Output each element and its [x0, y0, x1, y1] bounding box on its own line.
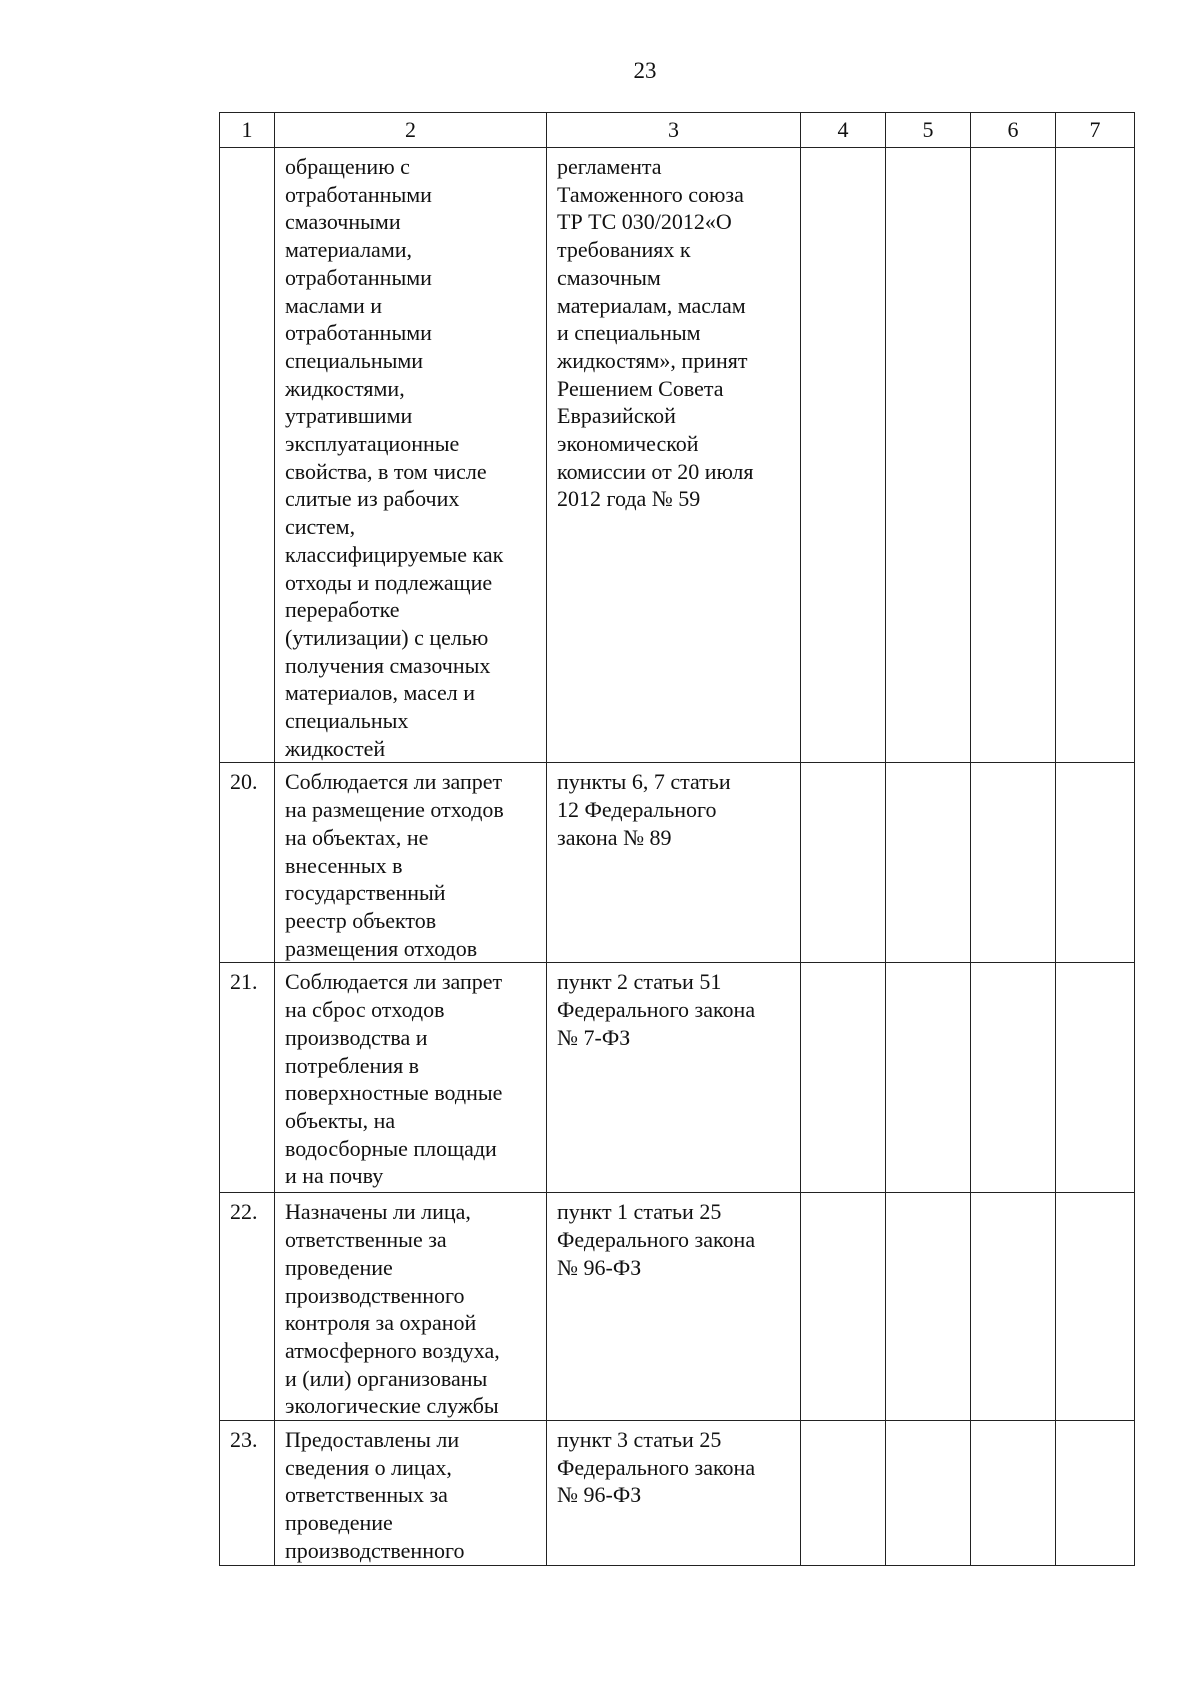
empty-cell-col-4 [801, 763, 886, 963]
question-line: водосборные площади [285, 1135, 497, 1161]
question-line: контроля за охраной [285, 1310, 477, 1336]
empty-cell-col-5 [886, 763, 971, 963]
question-line: классифицируемые как [285, 541, 504, 567]
requirement-question [275, 1421, 547, 1566]
question-line: ответственных за [285, 1482, 448, 1508]
empty-cell-col-4 [801, 1421, 886, 1566]
question-line: Соблюдается ли запрет [285, 969, 503, 995]
reference-line: 12 Федерального [557, 797, 717, 823]
question-line: и (или) организованы [285, 1365, 488, 1391]
question-line: жидкостями, [285, 375, 405, 401]
empty-cell-col-7 [1056, 148, 1135, 763]
empty-cell-col-7 [1056, 1421, 1135, 1566]
empty-cell-col-4 [801, 1193, 886, 1421]
empty-cell-col-7 [1056, 1193, 1135, 1421]
question-line: получения смазочных [285, 652, 491, 678]
legal-reference [547, 1421, 801, 1566]
question-line: экологические службы [285, 1393, 499, 1419]
page-number: 23 [633, 58, 657, 83]
question-line: и на почву [285, 1163, 384, 1189]
reference-line: № 96-ФЗ [557, 1482, 642, 1508]
legal-reference [547, 1193, 801, 1421]
question-line: на объектах, не [285, 824, 429, 850]
table-row [220, 763, 1135, 963]
empty-cell-col-7 [1056, 763, 1135, 963]
reference-line: материалам, маслам [557, 292, 746, 318]
question-line: производства и [285, 1024, 428, 1050]
question-line: объекты, на [285, 1107, 396, 1133]
question-line: отработанными [285, 264, 432, 290]
legal-reference [547, 963, 801, 1193]
legal-reference [547, 148, 801, 763]
reference-line: № 96-ФЗ [557, 1254, 642, 1280]
question-line: эксплуатационные [285, 431, 460, 457]
reference-line: Федерального закона [557, 1454, 756, 1480]
empty-cell-col-4 [801, 148, 886, 763]
reference-line: экономической [557, 431, 699, 457]
reference-line: и специальным [557, 320, 701, 346]
question-line: размещения отходов [285, 935, 478, 961]
column-header-2: 2 [275, 113, 547, 148]
question-line: слитые из рабочих [285, 486, 460, 512]
reference-line: пункт 1 статьи 25 [557, 1199, 722, 1225]
reference-line: пункты 6, 7 статьи [557, 769, 731, 795]
question-line: отходы и подлежащие [285, 569, 493, 595]
requirement-question [275, 1193, 547, 1421]
reference-line: смазочным [557, 264, 661, 290]
reference-line: Решением Совета [557, 375, 724, 401]
legal-reference [547, 763, 801, 963]
column-header-7: 7 [1056, 113, 1135, 148]
row-number: 22. [220, 1193, 275, 1421]
question-line: Предоставлены ли [285, 1427, 460, 1453]
table-row [220, 1193, 1135, 1421]
reference-line: ТР ТС 030/2012«О [557, 209, 732, 235]
question-line: потребления в [285, 1052, 420, 1078]
question-line: внесенных в [285, 852, 403, 878]
reference-line: комиссии от 20 июля [557, 458, 754, 484]
reference-line: Федерального закона [557, 1227, 756, 1253]
empty-cell-col-6 [971, 1193, 1056, 1421]
row-number [220, 148, 275, 763]
empty-cell-col-7 [1056, 963, 1135, 1193]
question-line: проведение [285, 1254, 393, 1280]
column-header-1: 1 [220, 113, 275, 148]
empty-cell-col-6 [971, 148, 1056, 763]
question-line: специальными [285, 347, 424, 373]
question-line: атмосферного воздуха, [285, 1337, 500, 1363]
question-line: (утилизации) с целью [285, 624, 489, 650]
reference-line: закона № 89 [557, 824, 672, 850]
reference-line: регламента [557, 154, 662, 179]
table-row [220, 148, 1135, 763]
column-header-6: 6 [971, 113, 1056, 148]
table-row [220, 1421, 1135, 1566]
question-line: на размещение отходов [285, 797, 504, 823]
requirement-question [275, 963, 547, 1193]
reference-line: пункт 3 статьи 25 [557, 1427, 722, 1453]
table-body [220, 148, 1135, 1566]
question-line: ответственные за [285, 1227, 447, 1253]
requirement-question [275, 763, 547, 963]
question-line: материалами, [285, 237, 413, 263]
question-line: отработанными [285, 181, 432, 207]
reference-line: пункт 2 статьи 51 [557, 969, 722, 995]
question-line: материалов, масел и [285, 680, 476, 706]
question-line: свойства, в том числе [285, 458, 487, 484]
question-line: производственного [285, 1537, 465, 1563]
column-header-4: 4 [801, 113, 886, 148]
empty-cell-col-6 [971, 1421, 1056, 1566]
question-line: государственный [285, 880, 446, 906]
question-line: систем, [285, 514, 356, 540]
reference-line: требованиях к [557, 237, 691, 263]
empty-cell-col-4 [801, 963, 886, 1193]
requirement-question [275, 148, 547, 763]
empty-cell-col-6 [971, 763, 1056, 963]
column-header-5: 5 [886, 113, 971, 148]
question-line: утратившими [285, 403, 413, 429]
question-line: отработанными [285, 320, 432, 346]
empty-cell-col-5 [886, 1193, 971, 1421]
question-line: сведения о лицах, [285, 1454, 452, 1480]
checklist-table [219, 112, 1135, 1566]
question-line: реестр объектов [285, 907, 437, 933]
reference-line: Федерального закона [557, 997, 756, 1023]
question-line: маслами и [285, 292, 383, 318]
question-line: на сброс отходов [285, 997, 445, 1023]
question-line: специальных [285, 708, 409, 734]
question-line: Назначены ли лица, [285, 1199, 471, 1225]
empty-cell-col-5 [886, 963, 971, 1193]
empty-cell-col-5 [886, 1421, 971, 1566]
question-line: смазочными [285, 209, 401, 235]
row-number: 20. [220, 763, 275, 963]
question-line: проведение [285, 1510, 393, 1536]
question-line: поверхностные водные [285, 1080, 503, 1106]
row-number: 21. [220, 963, 275, 1193]
question-line: обращению с [285, 154, 410, 179]
reference-line: Таможенного союза [557, 181, 744, 207]
reference-line: № 7-ФЗ [557, 1024, 631, 1050]
reference-line: жидкостям», принят [557, 347, 748, 373]
question-line: Соблюдается ли запрет [285, 769, 503, 795]
question-line: жидкостей [285, 735, 386, 761]
header-row [220, 113, 1135, 148]
reference-line: 2012 года № 59 [557, 486, 701, 512]
question-line: переработке [285, 597, 400, 623]
row-number: 23. [220, 1421, 275, 1566]
column-header-3: 3 [547, 113, 801, 148]
table-row [220, 963, 1135, 1193]
empty-cell-col-5 [886, 148, 971, 763]
reference-line: Евразийской [557, 403, 676, 429]
empty-cell-col-6 [971, 963, 1056, 1193]
question-line: производственного [285, 1282, 465, 1308]
